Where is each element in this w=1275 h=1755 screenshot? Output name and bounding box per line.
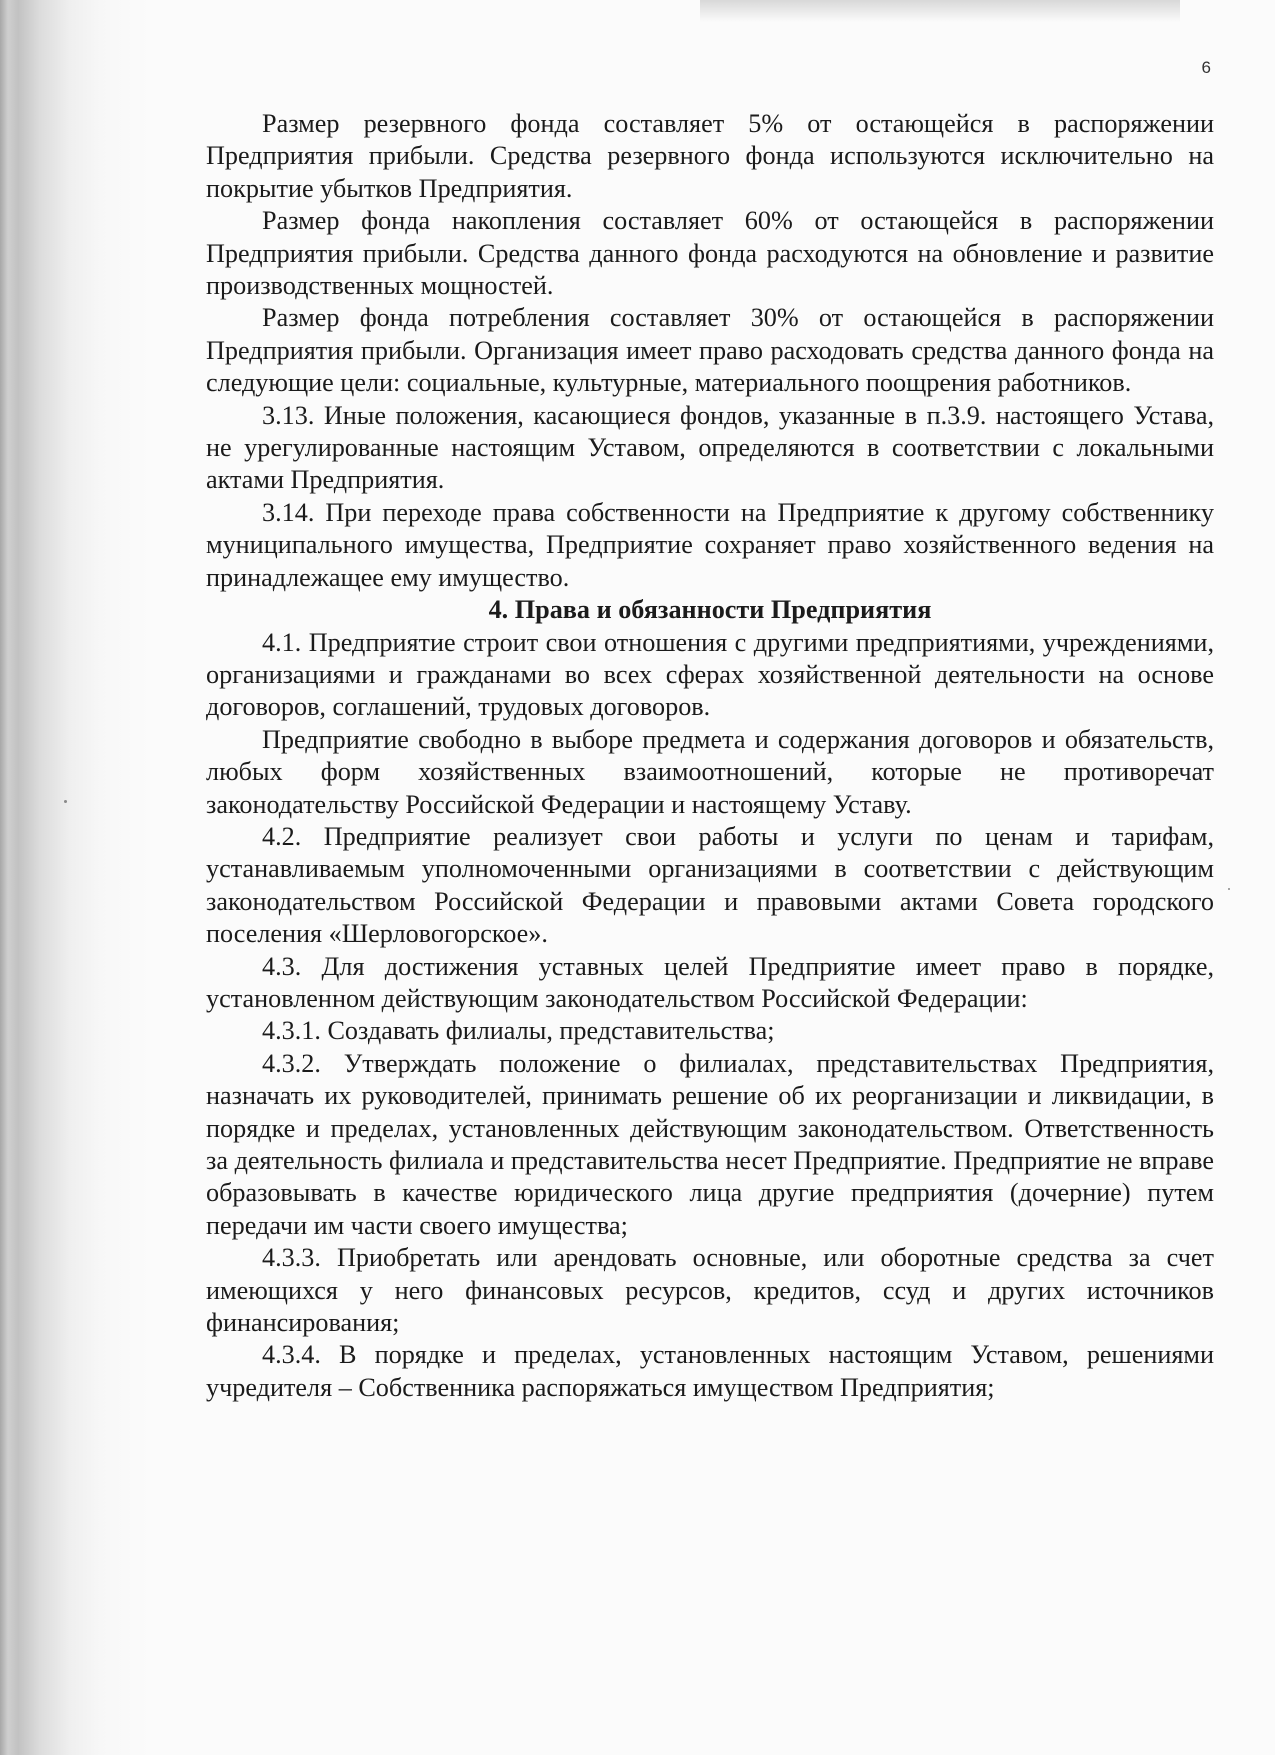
paragraph-4-2: 4.2. Предприятие реализует свои работы и услуги по ценам и тарифам, устанавливаемым уполномоченными организациями в соответствии с действующим законодательством Российской Федерации и правовыми актами Совета городского поселения «Шерловогорское».: [206, 821, 1214, 949]
paragraph-accumulation-fund: Размер фонда накопления составляет 60% от остающейся в распоряжении Предприятия прибыли. Средства данного фонда расходуются на обновление и развитие производственных мощностей.: [206, 206, 1214, 301]
paragraph-consumption-fund: Размер фонда потребления составляет 30% от остающейся в распоряжении Предприятия прибыли. Организация имеет право расходовать средства данного фонда на следующие цели: социальные, культурные, материального поощрения работников.: [206, 303, 1214, 398]
paragraph-4-3-4: 4.3.4. В порядке и пределах, установленных настоящим Уставом, решениями учредителя – Собственника распоряжаться имуществом Предприятия;: [206, 1340, 1214, 1402]
paragraph-4-1: 4.1. Предприятие строит свои отношения с другими предприятиями, учреждениями, организациями и гражданами во всех сферах хозяйственной деятельности на основе договоров, соглашений, трудовых договоров.: [206, 627, 1214, 722]
page-number: 6: [1201, 58, 1211, 77]
document-body: [206, 108, 1214, 1404]
paragraph-4-3-3: 4.3.3. Приобретать или арендовать основные, или оборотные средства за счет имеющихся у него финансовых ресурсов, кредитов, ссуд и других источников финансирования;: [206, 1243, 1214, 1338]
paragraph-3-14: 3.14. При переходе права собственности на Предприятие к другому собственнику муниципального имущества, Предприятие сохраняет право хозяйственного ведения на принадлежащее ему имущество.: [206, 497, 1214, 592]
paragraph-contract-freedom: Предприятие свободно в выборе предмета и содержания договоров и обязательств, любых форм хозяйственных взаимоотношений, которые не противоречат законодательству Российской Федерации и настоящему Уставу.: [206, 724, 1214, 819]
section-heading: 4. Права и обязанности Предприятия: [488, 595, 932, 625]
paragraph-4-3-1: 4.3.1. Создавать филиалы, представительства;: [262, 1016, 775, 1046]
paragraph-reserve-fund: Размер резервного фонда составляет 5% от остающейся в распоряжении Предприятия прибыли. Средства резервного фонда используются исключительно на покрытие убытков Предприятия.: [206, 109, 1214, 203]
scan-binding-shadow: [0, 0, 150, 1755]
paragraph-4-3: 4.3. Для достижения уставных целей Предприятие имеет право в порядке, установленном действующим законодательством Российской Федерации:: [206, 951, 1214, 1013]
paragraph-4-3-2: 4.3.2. Утверждать положение о филиалах, представительствах Предприятия, назначать их руководителей, принимать решение об их реорганизации и ликвидации, в порядке и пределах, установленных действующим законодательством. Ответственность за деятельность филиала и представительства несет Предприятие. Предприятие не вправе образовывать в качестве юридического лица другие предприятия (дочерние) путем передачи им части своего имущества;: [206, 1048, 1214, 1240]
scan-top-shadow: [700, 0, 1180, 22]
paragraph-3-13: 3.13. Иные положения, касающиеся фондов, указанные в п.3.9. настоящего Устава, не урегулированные настоящим Уставом, определяются в соответствии с локальными актами Предприятия.: [206, 400, 1214, 495]
scan-speck: [64, 800, 67, 803]
scan-speck: [1228, 888, 1230, 890]
